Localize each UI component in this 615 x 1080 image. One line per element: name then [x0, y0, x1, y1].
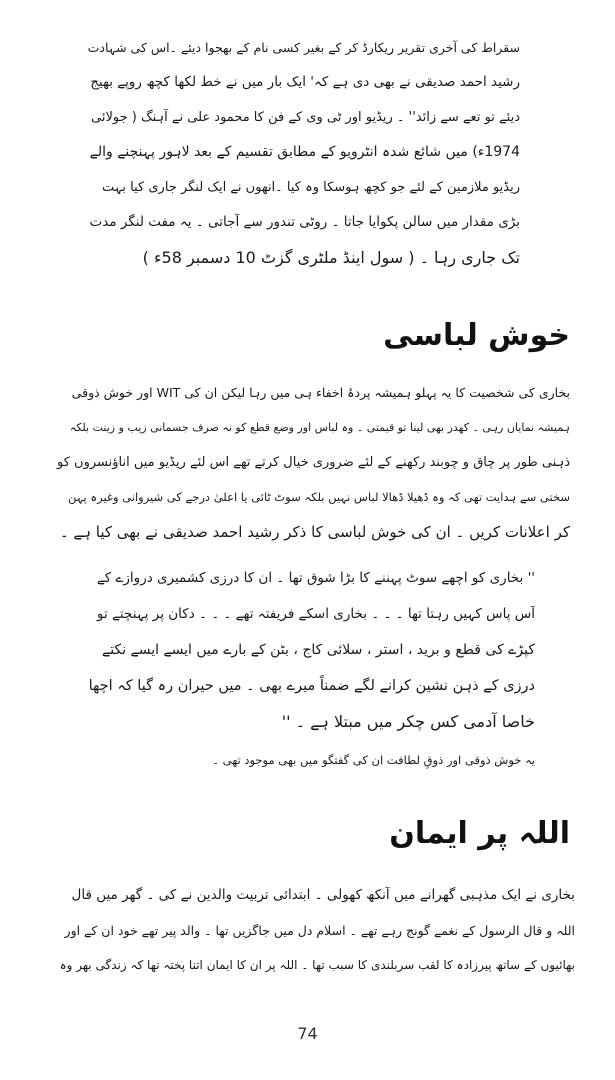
section-heading-faith: اللہ پر ایمان: [389, 816, 570, 851]
faith-paragraph: [55, 878, 575, 983]
page-number: 74: [297, 1024, 318, 1043]
text-line: کر اعلانات کریں ۔ ان کی خوش لباسی کا ذکر رشید احمد صدیقی نے بھی کیا ہے ۔: [59, 523, 570, 541]
dress-closing: [200, 743, 535, 778]
text-line: ہمیشہ نمایاں رہی ۔ کھدر بھی لینا تو قیمتی ۔ وہ لباس اور وضع قطع کو نہ صرف جسمانی زیب و زینت بلکہ: [69, 421, 570, 434]
text-line: بھائیوں کے ساتھ پیرزادہ کا لقب سربلندی کا سبب تھا ۔ اللہ پر ان کا ایمان اتنا پختہ تھا کہ زندگی بھر وہ: [59, 958, 575, 972]
text-line: سختی سے ہدایت تھی کہ وہ ڈھیلا ڈھالا لباس نہیں بلکہ سوٹ ٹائی یا اعلیٰ درجے کی شیروانی وغیرہ پہن: [68, 490, 570, 504]
text-line: 1974ء) میں شائع شدہ انٹرویو کے مطابق تقسیم کے بعد لاہور پہنچنے والے: [89, 144, 520, 160]
dress-paragraph: [55, 375, 570, 550]
text-line: ریڈیو ملازمین کے لئے جو کچھ ہوسکا وہ کیا ۔انھوں نے ایک لنگر جاری کیا بہت: [102, 180, 520, 195]
dress-quote: [88, 560, 535, 740]
text-line: دیئے تو تعے سے زائد'' ۔ ریڈیو اور ٹی وی کے فن کا محمود علی نے آہنگ ( جولائی: [91, 110, 520, 125]
text-line: یہ خوش ذوقی اور ذوقِ لطافت ان کی گفتگو میں بھی موجود تھی ۔: [212, 753, 535, 767]
section-heading-dress: خوش لباسی: [383, 318, 570, 353]
text-line: بخاری نے ایک مذہبی گھرانے میں آنکھ کھولی ۔ ابتدائی تربیت والدین نے کی ۔ گھر میں قال: [71, 887, 575, 903]
quote-line: خاصا آدمی کس چکر میں مبتلا ہے ۔ '': [281, 712, 535, 731]
quote-line: درزی کے ذہن نشین کرانے لگے ضمناً میرے بھی ۔ میں حیران رہ گیا کہ اچھا: [88, 678, 535, 694]
quote-line: کپڑے کی قطع و برید ، استر ، سلائی کاج ، بٹن کے بارے میں ایسے ایسے نکتے: [102, 642, 535, 658]
text-line: بڑی مقدار میں سالن پکوایا جاتا ۔ روٹی تندور سے آجاتی ۔ یہ مفت لنگر مدت: [89, 214, 520, 230]
text-line: بخاری کی شخصیت کا یہ پہلو ہمیشہ پردۂ اخفاء ہی میں رہا لیکن ان کی WIT اور خوش ذوقی: [71, 385, 570, 400]
quote-line: آس پاس کہیں رہتا تھا ۔ ۔ ۔ بخاری اسکے فریفتہ تھے ۔ ۔ ۔ دکان پر پہنچتے تو: [97, 606, 535, 622]
text-line: اللہ و قال الرسول کے نغمے گونج رہے تھے ۔ اسلام دل میں جاگزیں تھا ۔ والد پیر تھے خود ان کے اور: [64, 923, 575, 938]
text-line: ذہنی طور پر چاق و چوبند رکھنے کے لئے ضروری خیال کرتے تھے اس لئے ریڈیو میں اناؤنسروں کو: [57, 455, 570, 470]
text-line: تک جاری رہا ۔ ( سول اینڈ ملٹری گزٹ 10 دسمبر 58ء ): [142, 248, 520, 267]
text-line: رشید احمد صدیقی نے بھی دی ہے کہ' ایک بار میں نے خط لکھا کچھ روپے بھیج: [90, 74, 520, 90]
text-line: سقراط کی آخری تقریر ریکارڈ کر کے بغیر کسی نام کے بھجوا دیئے ۔اس کی شہادت: [88, 40, 520, 55]
intro-paragraph: [88, 30, 520, 275]
quote-line: '' بخاری کو اچھے سوٹ پہننے کا بڑا شوق تھا ۔ ان کا درزی کشمیری دروازے کے: [96, 570, 535, 586]
